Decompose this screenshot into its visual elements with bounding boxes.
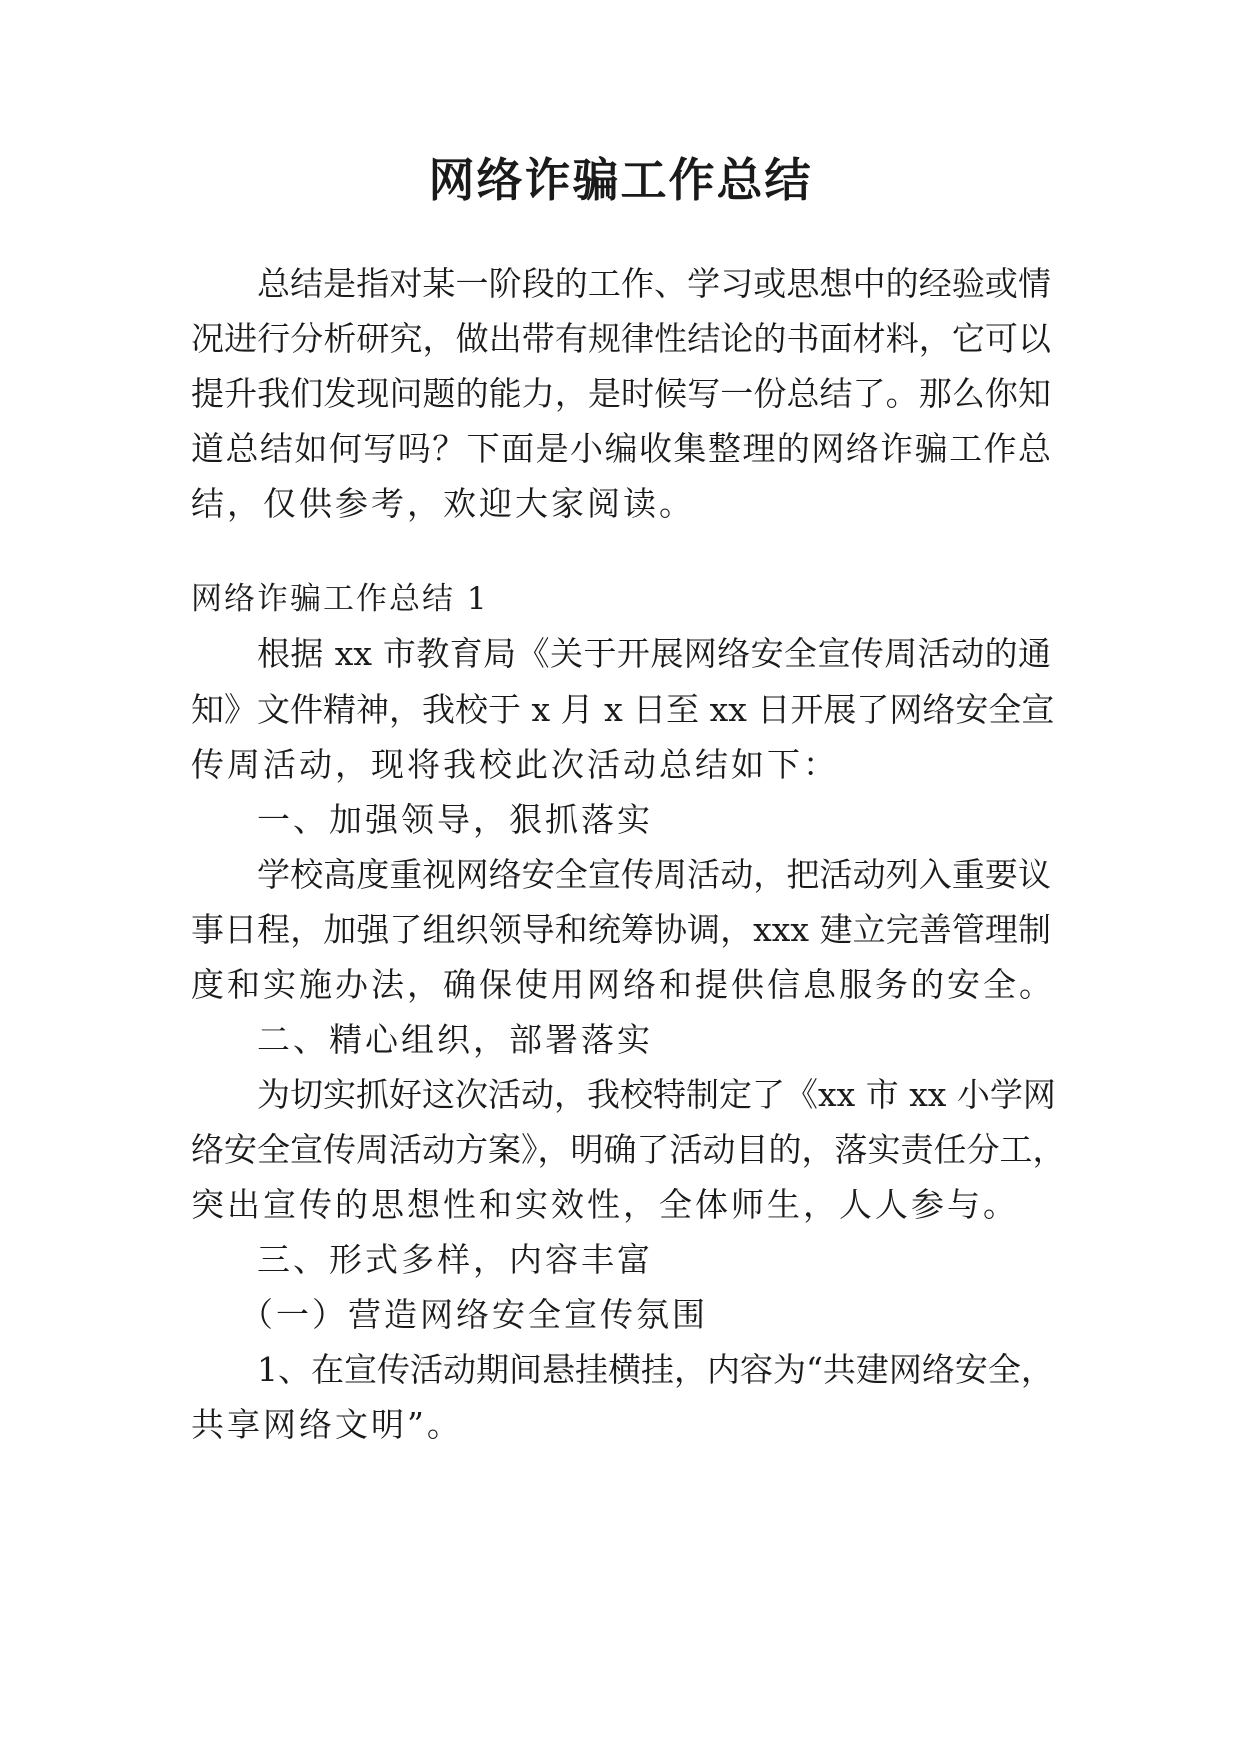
para2-line-1: 学校高度重视网络安全宣传周活动，把活动列入重要议 (257, 855, 1051, 894)
intro-line-3: 提升我们发现问题的能力，是时候写一份总结了。那么你知 (191, 374, 1051, 413)
para3-line-3: 突出宣传的思想性和实效性，全体师生，人人参与。 (191, 1185, 1019, 1224)
item1-line-2: 共享网络文明”。 (191, 1405, 463, 1444)
item1-line-1: 1、在宣传活动期间悬挂横挂，内容为“共建网络安全， (257, 1350, 1054, 1389)
para1-line-1: 根据 xx 市教育局《关于开展网络安全宣传周活动的通 (257, 634, 1051, 673)
para2-line-2: 事日程，加强了组织领导和统筹协调，xxx 建立完善管理制 (191, 910, 1051, 949)
subheading-1: （一）营造网络安全宣传氛围 (240, 1295, 708, 1334)
para1-line-2: 知》文件精神，我校于 x 月 x 日至 xx 日开展了网络安全宣 (191, 690, 1055, 729)
section-heading: 网络诈骗工作总结 1 (191, 581, 489, 617)
heading-2: 二、精心组织，部署落实 (257, 1020, 653, 1059)
intro-line-4: 道总结如何写吗？下面是小编收集整理的网络诈骗工作总 (191, 429, 1051, 468)
intro-line-2: 况进行分析研究，做出带有规律性结论的书面材料，它可以 (191, 319, 1051, 358)
document-title: 网络诈骗工作总结 (428, 153, 813, 207)
intro-line-1: 总结是指对某一阶段的工作、学习或思想中的经验或情 (257, 264, 1051, 303)
para3-line-1: 为切实抓好这次活动，我校特制定了《xx 市 xx 小学网 (257, 1075, 1056, 1114)
heading-3: 三、形式多样，内容丰富 (257, 1240, 653, 1279)
intro-line-5: 结，仅供参考，欢迎大家阅读。 (191, 484, 695, 523)
para1-line-3: 传周活动，现将我校此次活动总结如下： (191, 745, 839, 784)
para2-line-3: 度和实施办法，确保使用网络和提供信息服务的安全。 (191, 965, 1055, 1004)
para3-line-2: 络安全宣传周活动方案》，明确了活动目的，落实责任分工， (191, 1130, 1066, 1169)
heading-1: 一、加强领导，狠抓落实 (257, 800, 653, 839)
